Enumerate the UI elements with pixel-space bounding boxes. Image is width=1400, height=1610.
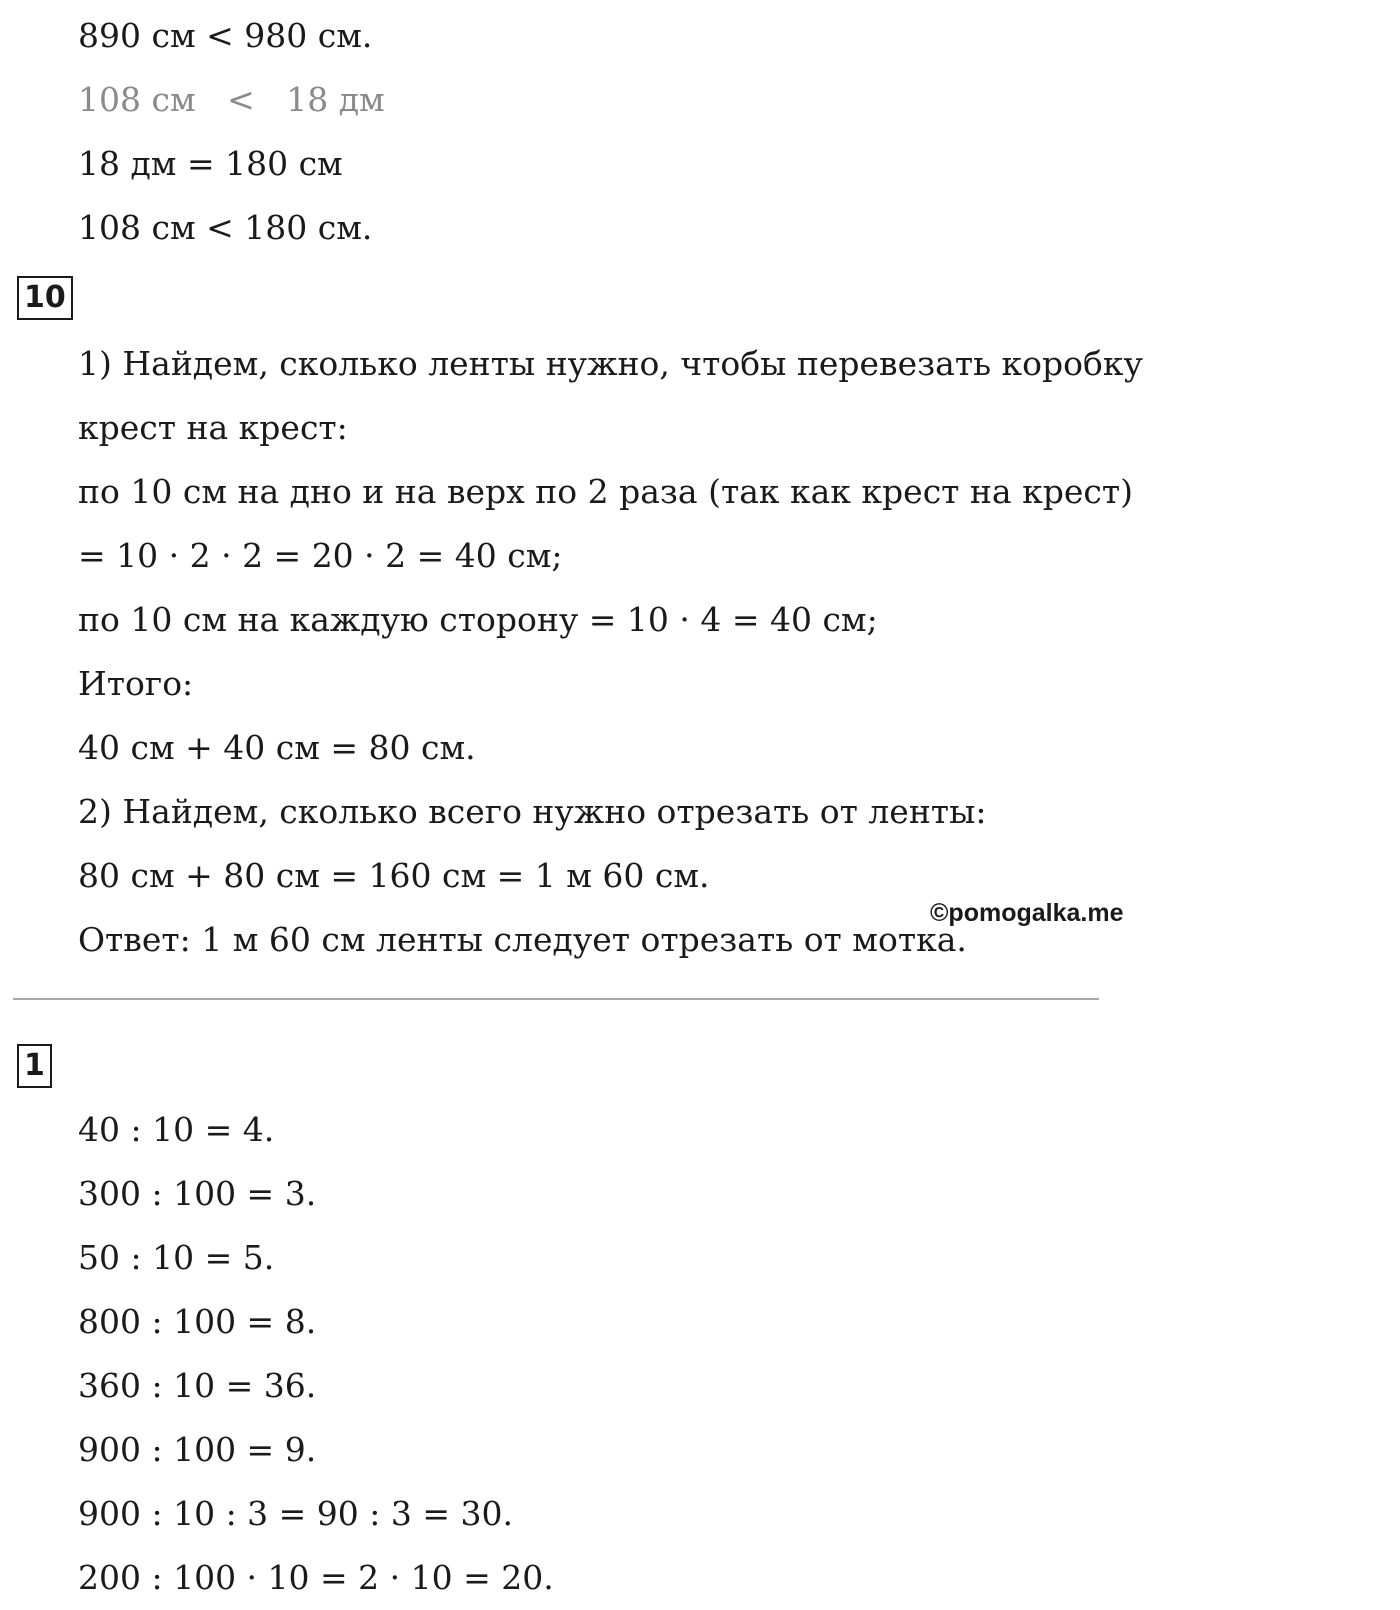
section-divider xyxy=(13,998,1099,1000)
text-line: 900 : 10 : 3 = 90 : 3 = 30. xyxy=(78,1494,513,1533)
task-number-box: 10 xyxy=(17,276,73,320)
text-line: 200 : 100 · 10 = 2 · 10 = 20. xyxy=(78,1558,554,1597)
text-line: по 10 см на дно и на верх по 2 раза (так как крест на крест) xyxy=(78,472,1133,511)
text-line: 360 : 10 = 36. xyxy=(78,1366,317,1405)
text-line: 2) Найдем, сколько всего нужно отрезать от ленты: xyxy=(78,792,987,831)
text-line: 1) Найдем, сколько ленты нужно, чтобы перевезать коробку xyxy=(78,344,1143,383)
text-line: 18 дм = 180 см xyxy=(78,144,343,183)
text-line: по 10 см на каждую сторону = 10 · 4 = 40 см; xyxy=(78,600,878,639)
text-line: 108 см < 18 дм xyxy=(78,80,385,119)
text-line: 40 : 10 = 4. xyxy=(78,1110,275,1149)
text-line: = 10 · 2 · 2 = 20 · 2 = 40 см; xyxy=(78,536,563,575)
text-line: 800 : 100 = 8. xyxy=(78,1302,317,1341)
text-line: 40 см + 40 см = 80 см. xyxy=(78,728,476,767)
watermark: ©pomogalka.me xyxy=(930,899,1124,927)
text-line: 300 : 100 = 3. xyxy=(78,1174,317,1213)
text-line: 900 : 100 = 9. xyxy=(78,1430,317,1469)
text-line: 108 см < 180 см. xyxy=(78,208,373,247)
text-line: Ответ: 1 м 60 см ленты следует отрезать от мотка. xyxy=(78,920,967,959)
text-line: 80 см + 80 см = 160 см = 1 м 60 см. xyxy=(78,856,710,895)
text-line: 50 : 10 = 5. xyxy=(78,1238,275,1277)
text-line: 890 см < 980 см. xyxy=(78,16,373,55)
text-line: Итого: xyxy=(78,664,194,703)
text-line: крест на крест: xyxy=(78,408,348,447)
task-number-box: 1 xyxy=(17,1044,52,1088)
